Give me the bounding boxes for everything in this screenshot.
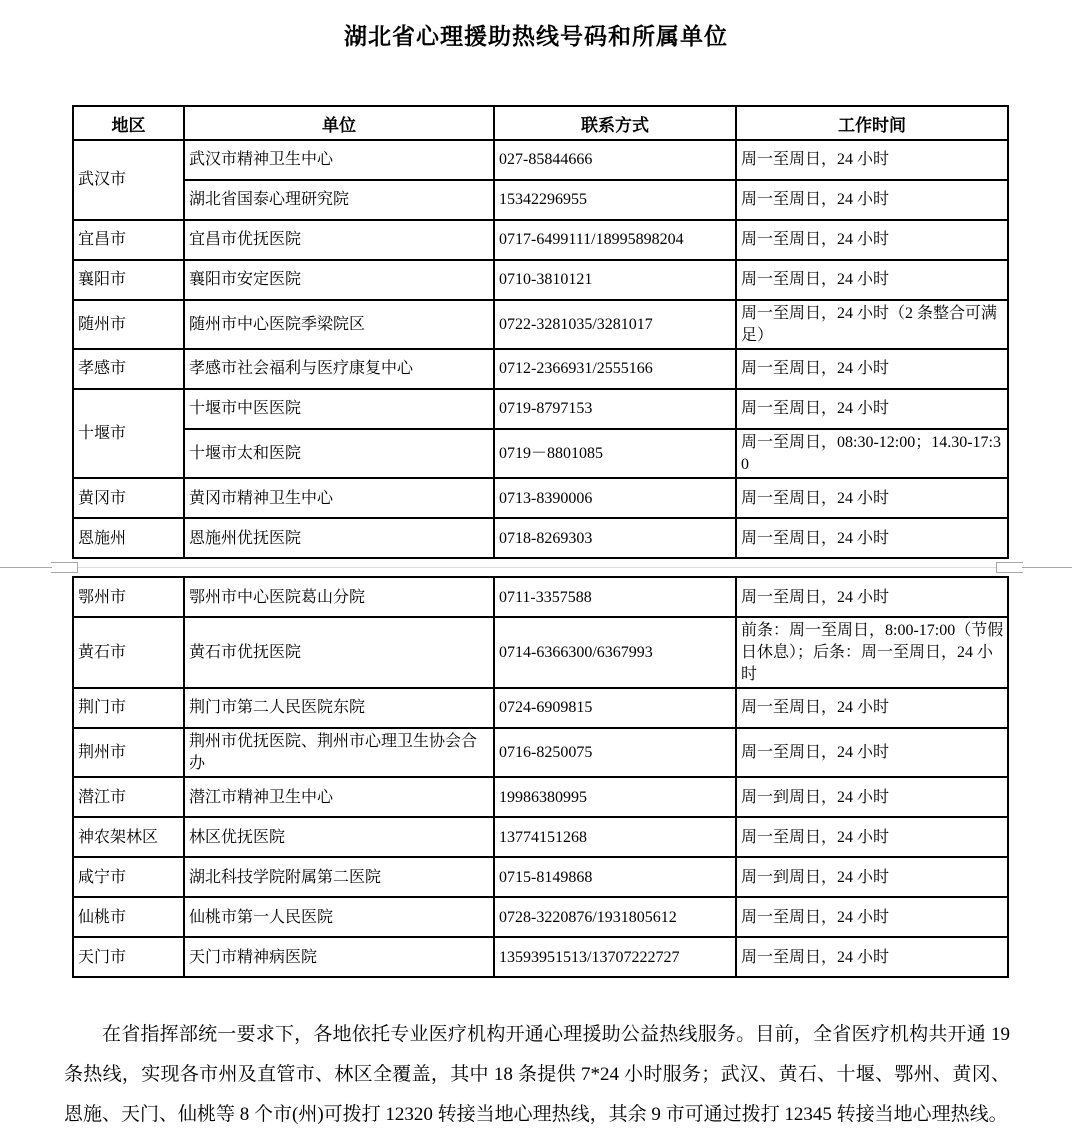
region-cell: 孝感市 [73, 349, 184, 389]
table-row [73, 577, 1008, 617]
hotline-table-page2 [72, 576, 1009, 978]
unit-cell: 荆州市优抚医院、荆州市心理卫生协会合办 [184, 728, 494, 777]
region-cell: 鄂州市 [73, 577, 184, 617]
page-break-line-left [0, 567, 52, 568]
table-row [73, 817, 1008, 857]
hours-cell: 周一至周日，24 小时 [736, 389, 1008, 429]
unit-cell: 仙桃市第一人民医院 [184, 897, 494, 937]
region-cell: 宜昌市 [73, 220, 184, 260]
unit-cell: 恩施州优抚医院 [184, 518, 494, 558]
unit-cell: 襄阳市安定医院 [184, 260, 494, 300]
table-row [73, 180, 1008, 220]
table-row [73, 349, 1008, 389]
unit-cell: 林区优抚医院 [184, 817, 494, 857]
hours-cell: 周一至周日，24 小时 [736, 349, 1008, 389]
hours-cell: 周一至周日，24 小时 [736, 817, 1008, 857]
column-header-contact: 联系方式 [494, 106, 736, 140]
region-cell: 襄阳市 [73, 260, 184, 300]
hours-cell: 周一至周日，24 小时 [736, 180, 1008, 220]
unit-cell: 黄冈市精神卫生中心 [184, 478, 494, 518]
hours-cell: 周一至周日，08:30-12:00；14.30-17:30 [736, 429, 1008, 478]
page-break-bracket-right [996, 562, 1023, 573]
unit-cell: 天门市精神病医院 [184, 937, 494, 977]
unit-cell: 潜江市精神卫生中心 [184, 777, 494, 817]
contact-cell: 0728-3220876/1931805612 [494, 897, 736, 937]
table-row [73, 777, 1008, 817]
contact-cell: 15342296955 [494, 180, 736, 220]
table-row [73, 260, 1008, 300]
unit-cell: 宜昌市优抚医院 [184, 220, 494, 260]
unit-cell: 十堰市太和医院 [184, 429, 494, 478]
unit-cell: 湖北科技学院附属第二医院 [184, 857, 494, 897]
page-break-line-right [1022, 567, 1072, 568]
hours-cell: 周一至周日，24 小时 [736, 688, 1008, 728]
contact-cell: 0711-3357588 [494, 577, 736, 617]
contact-cell: 13593951513/13707222727 [494, 937, 736, 977]
region-cell: 咸宁市 [73, 857, 184, 897]
table-row [73, 518, 1008, 558]
unit-cell: 孝感市社会福利与医疗康复中心 [184, 349, 494, 389]
region-cell: 荆门市 [73, 688, 184, 728]
table-row [73, 429, 1008, 478]
table-row [73, 857, 1008, 897]
table-row [73, 897, 1008, 937]
region-cell: 随州市 [73, 300, 184, 349]
table-row [73, 220, 1008, 260]
contact-cell: 0717-6499111/18995898204 [494, 220, 736, 260]
column-header-hours: 工作时间 [736, 106, 1008, 140]
region-cell: 潜江市 [73, 777, 184, 817]
unit-cell: 随州市中心医院季梁院区 [184, 300, 494, 349]
table-row [73, 478, 1008, 518]
region-cell: 神农架林区 [73, 817, 184, 857]
contact-cell: 13774151268 [494, 817, 736, 857]
contact-cell: 0722-3281035/3281017 [494, 300, 736, 349]
contact-cell: 19986380995 [494, 777, 736, 817]
page-break-separator [0, 559, 1072, 576]
hotline-table-page1 [72, 105, 1009, 559]
hours-cell: 周一至周日，24 小时 [736, 577, 1008, 617]
contact-cell: 0724-6909815 [494, 688, 736, 728]
hours-cell: 周一至周日，24 小时（2 条整合可满足） [736, 300, 1008, 349]
hours-cell: 周一到周日，24 小时 [736, 777, 1008, 817]
contact-cell: 0715-8149868 [494, 857, 736, 897]
table-row [73, 617, 1008, 688]
contact-cell: 0710-3810121 [494, 260, 736, 300]
hours-cell: 周一到周日，24 小时 [736, 857, 1008, 897]
table-row [73, 300, 1008, 349]
contact-cell: 027-85844666 [494, 140, 736, 180]
table-row [73, 389, 1008, 429]
region-cell: 武汉市 [73, 140, 184, 220]
hours-cell: 周一至周日，24 小时 [736, 518, 1008, 558]
unit-cell: 黄石市优抚医院 [184, 617, 494, 688]
unit-cell: 武汉市精神卫生中心 [184, 140, 494, 180]
region-cell: 恩施州 [73, 518, 184, 558]
hours-cell: 周一至周日，24 小时 [736, 140, 1008, 180]
page-break-bracket-left [51, 562, 78, 573]
hours-cell: 周一至周日，24 小时 [736, 937, 1008, 977]
header-row [73, 106, 1008, 140]
region-cell: 黄石市 [73, 617, 184, 688]
region-cell: 十堰市 [73, 389, 184, 478]
unit-cell: 十堰市中医医院 [184, 389, 494, 429]
table-row [73, 140, 1008, 180]
contact-cell: 0716-8250075 [494, 728, 736, 777]
table-row [73, 728, 1008, 777]
column-header-unit: 单位 [184, 106, 494, 140]
region-cell: 仙桃市 [73, 897, 184, 937]
hours-cell: 周一至周日，24 小时 [736, 260, 1008, 300]
contact-cell: 0719-8797153 [494, 389, 736, 429]
summary-paragraph: 在省指挥部统一要求下，各地依托专业医疗机构开通心理援助公益热线服务。目前，全省医疗机构共开通 19 条热线，实现各市州及直管市、林区全覆盖，其中 18 条提供 7*24 小时服务；武汉、黄石、十堰、鄂州、黄冈、恩施、天门、仙桃等 8 个市(州)可拨打 12320 转接当地心理热线，其余 9 市可通过拨打 12345 转接当地心理热线。 [64, 1024, 1010, 1126]
page-title: 湖北省心理援助热线号码和所属单位 [344, 24, 728, 49]
unit-cell: 湖北省国泰心理研究院 [184, 180, 494, 220]
region-cell: 荆州市 [73, 728, 184, 777]
hours-cell: 周一至周日，24 小时 [736, 728, 1008, 777]
hours-cell: 周一至周日，24 小时 [736, 220, 1008, 260]
hours-cell: 周一至周日，24 小时 [736, 897, 1008, 937]
contact-cell: 0712-2366931/2555166 [494, 349, 736, 389]
column-header-region: 地区 [73, 106, 184, 140]
region-cell: 黄冈市 [73, 478, 184, 518]
unit-cell: 鄂州市中心医院葛山分院 [184, 577, 494, 617]
unit-cell: 荆门市第二人民医院东院 [184, 688, 494, 728]
contact-cell: 0714-6366300/6367993 [494, 617, 736, 688]
table-row [73, 688, 1008, 728]
contact-cell: 0719－8801085 [494, 429, 736, 478]
contact-cell: 0713-8390006 [494, 478, 736, 518]
contact-cell: 0718-8269303 [494, 518, 736, 558]
hours-cell: 前条：周一至周日，8:00-17:00（节假日休息）；后条：周一至周日，24 小时 [736, 617, 1008, 688]
region-cell: 天门市 [73, 937, 184, 977]
hours-cell: 周一至周日，24 小时 [736, 478, 1008, 518]
table-row [73, 937, 1008, 977]
page-break-line-middle [78, 567, 996, 568]
